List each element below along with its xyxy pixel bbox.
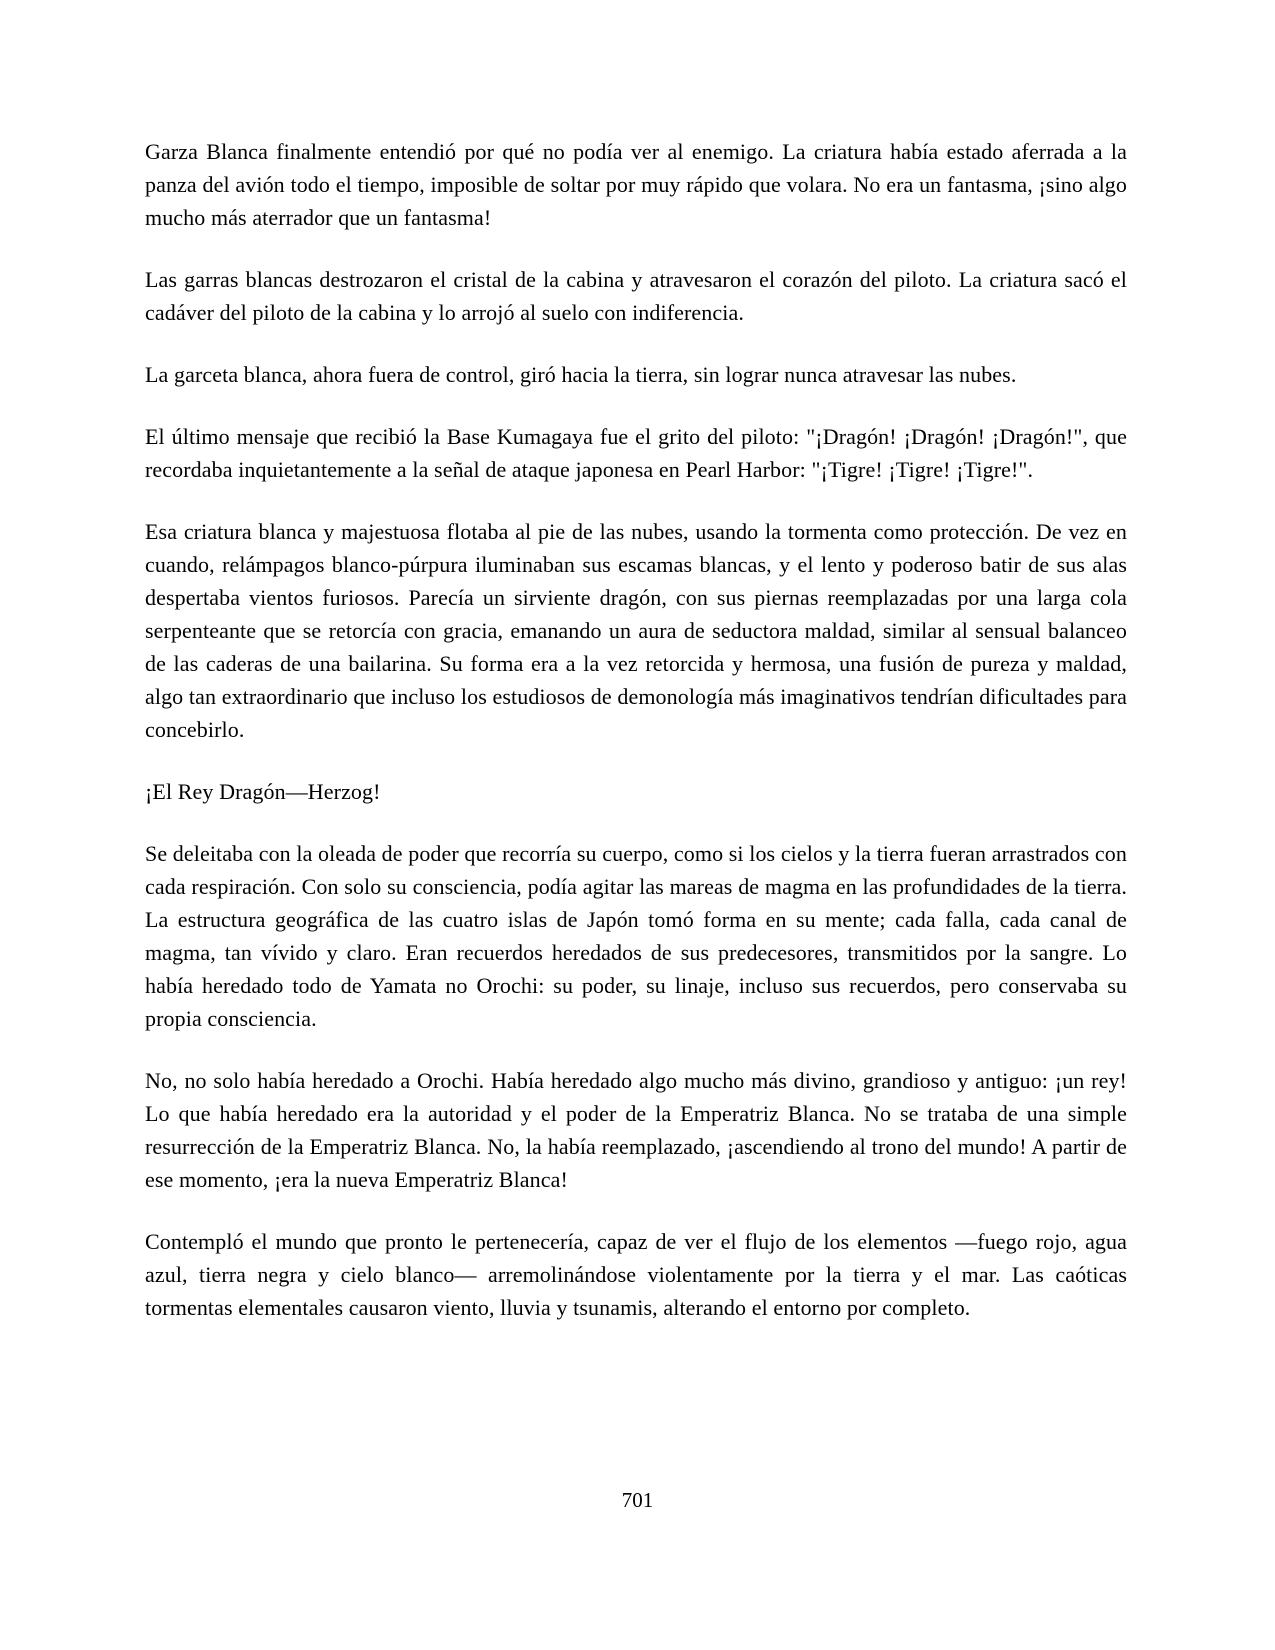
paragraph: Contempló el mundo que pronto le pertenecería, capaz de ver el flujo de los elementos —fuego rojo, agua azul, tierra negra y cielo blanco— arremolinándose violentamente por la tierra y el mar. Las caóticas tormentas elementales causaron viento, lluvia y tsunamis, alterando el entorno por completo. xyxy=(145,1229,1127,1320)
paragraph: Se deleitaba con la oleada de poder que recorría su cuerpo, como si los cielos y la tierra fueran arrastrados con cada respiración. Con solo su consciencia, podía agitar las mareas de magma en las profundidades de la tierra. La estructura geográfica de las cuatro islas de Japón tomó forma en su mente; cada falla, cada canal de magma, tan vívido y claro. Eran recuerdos heredados de sus predecesores, transmitidos por la sangre. Lo había heredado todo de Yamata no Orochi: su poder, su linaje, incluso sus recuerdos, pero conservaba su propia consciencia. xyxy=(145,841,1127,1031)
paragraph: Garza Blanca finalmente entendió por qué no podía ver al enemigo. La criatura había estado aferrada a la panza del avión todo el tiempo, imposible de soltar por muy rápido que volara. No era un fantasma, ¡sino algo mucho más aterrador que un fantasma! xyxy=(145,139,1127,230)
page-body xyxy=(145,135,1127,1353)
paragraph: El último mensaje que recibió la Base Kumagaya fue el grito del piloto: "¡Dragón! ¡Dragón! ¡Dragón!", que recordaba inquietantemente a la señal de ataque japonesa en Pearl Harbor: "¡Tigre! ¡Tigre! ¡Tigre!". xyxy=(145,424,1127,482)
page-footer xyxy=(0,1488,1275,1513)
page-number: 701 xyxy=(621,1488,654,1512)
paragraph: Las garras blancas destrozaron el cristal de la cabina y atravesaron el corazón del piloto. La criatura sacó el cadáver del piloto de la cabina y lo arrojó al suelo con indiferencia. xyxy=(145,267,1127,325)
paragraph: No, no solo había heredado a Orochi. Había heredado algo mucho más divino, grandioso y antiguo: ¡un rey! Lo que había heredado era la autoridad y el poder de la Emperatriz Blanca. No se trataba de una simple resurrección de la Emperatriz Blanca. No, la había reemplazado, ¡ascendiendo al trono del mundo! A partir de ese momento, ¡era la nueva Emperatriz Blanca! xyxy=(145,1068,1127,1192)
paragraph: ¡El Rey Dragón—Herzog! xyxy=(145,779,381,804)
paragraph: Esa criatura blanca y majestuosa flotaba al pie de las nubes, usando la tormenta como protección. De vez en cuando, relámpagos blanco-púrpura iluminaban sus escamas blancas, y el lento y poderoso batir de sus alas despertaba vientos furiosos. Parecía un sirviente dragón, con sus piernas reemplazadas por una larga cola serpenteante que se retorcía con gracia, emanando un aura de seductora maldad, similar al sensual balanceo de las caderas de una bailarina. Su forma era a la vez retorcida y hermosa, una fusión de pureza y maldad, algo tan extraordinario que incluso los estudiosos de demonología más imaginativos tendrían dificultades para concebirlo. xyxy=(145,519,1127,742)
paragraph: La garceta blanca, ahora fuera de control, giró hacia la tierra, sin lograr nunca atravesar las nubes. xyxy=(145,362,1017,387)
